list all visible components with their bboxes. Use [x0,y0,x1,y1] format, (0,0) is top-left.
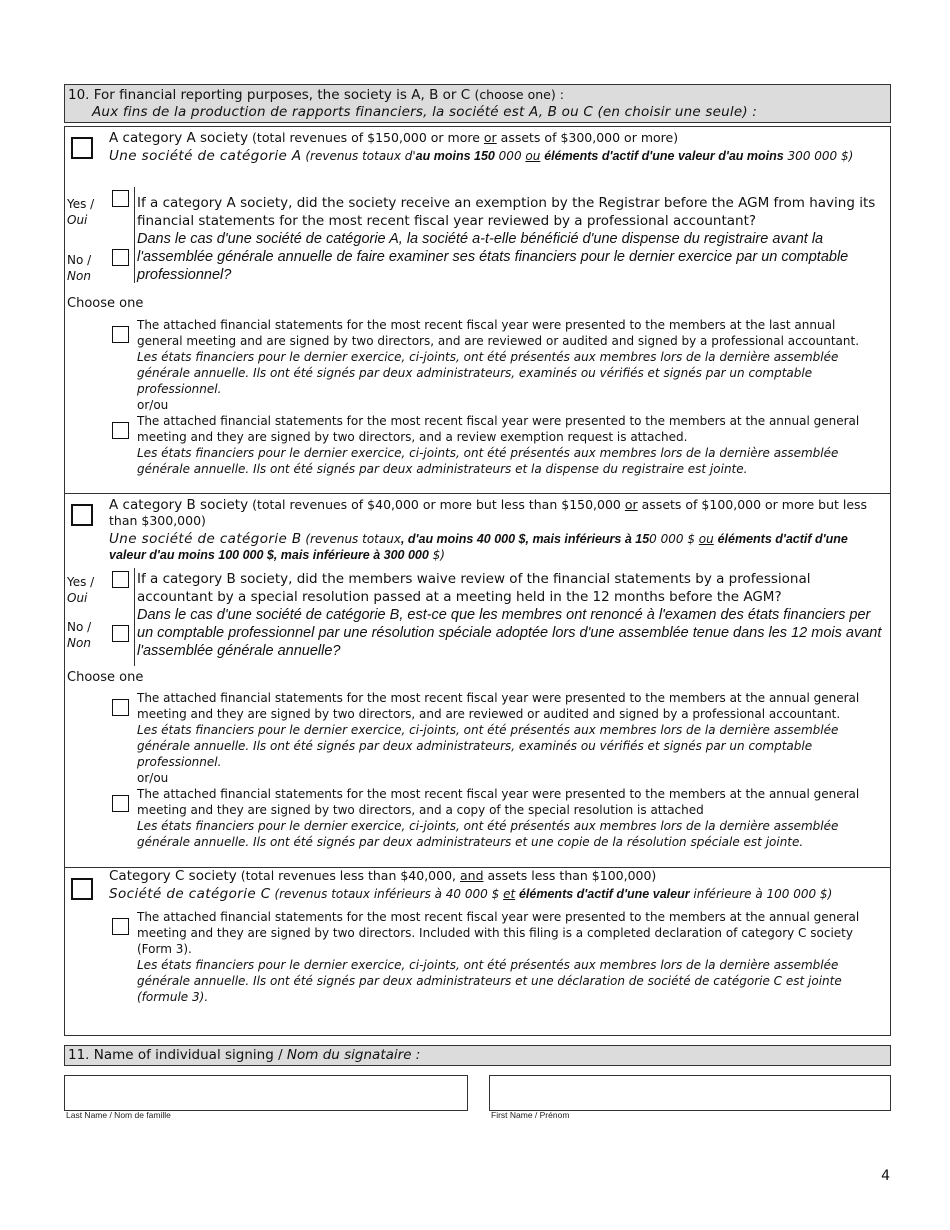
section-11-title: 11. Name of individual signing / Nom du signataire : [68,1047,421,1063]
category-a-yes-label: Yes / Oui [67,197,95,227]
page-number: 4 [881,1168,890,1184]
category-a-option-1-fr: Les états financiers pour le dernier exercice, ci-joints, ont été présentés aux membres lors de la dernière assemblée générale annuelle. Ils ont été signés par deux administrateurs, examinés ou vérifiés et signés par un comptable professionnel. [137,350,839,396]
category-b-section [65,493,890,867]
last-name-input[interactable] [64,1075,468,1111]
category-a-option-2 [137,413,884,477]
category-a-no-checkbox[interactable] [112,249,129,266]
category-a-choose-one: Choose one [67,296,144,311]
category-c-option-1-en: The attached financial statements for the most recent fiscal year were presented to the members at the annual general meeting and they are signed by two directors. Included with this filing is a completed declaration of category C society (Form 3). [137,910,860,956]
category-a-option-2-fr: Les états financiers pour le dernier exercice, ci-joints, ont été présentés aux membres lors de la dernière assemblée générale annuelle. Ils ont été signés par deux administrateurs et la dispense du registraire est jointe. [137,446,839,476]
category-a-option-2-en: The attached financial statements for the most recent fiscal year were presented to the members at the annual general meeting and they are signed by two directors, and a review exemption request is attached. [137,414,860,444]
category-b-choose-one: Choose one [67,670,144,685]
category-c-option-1-fr: Les états financiers pour le dernier exercice, ci-joints, ont été présentés aux membres lors de la dernière assemblée générale annuelle. Ils ont été signés par deux administrateurs et une déclaration de société de catégorie C est jointe (formule 3). [137,958,842,1004]
category-b-question-fr: Dans le cas d'une société de catégorie B, est-ce que les membres ont renoncé à l'examen des états financiers per un comptable professionnel par une résolution spéciale adoptée lors d'une assemblée tenue dans les 12 mois avant l'assemblée générale annuelle? [137,607,882,659]
section-10-header [64,84,891,123]
category-b-option-1-fr: Les états financiers pour le dernier exercice, ci-joints, ont été présentés aux membres lors de la dernière assemblée générale annuelle. Ils ont été signés par deux administrateurs, examinés ou vérifiés et signés par un comptable professionnel. [137,723,839,769]
section-10-title-fr: Aux fins de la production de rapports financiers, la société est A, B ou C (en choisir une seule) : [92,104,758,120]
category-b-option-2-checkbox[interactable] [112,795,129,812]
divider [134,568,135,666]
category-b-yes-label: Yes / Oui [67,575,95,605]
category-b-yes-checkbox[interactable] [112,571,129,588]
category-b-option-1-checkbox[interactable] [112,699,129,716]
category-b-option-2 [137,786,884,850]
category-b-title-en: A category B society (total revenues of $40,000 or more but less than $150,000 or assets of $100,000 or more but less than $300,000) [109,497,868,528]
category-a-option-1-checkbox[interactable] [112,326,129,343]
category-b-question [137,570,884,660]
category-b-title-fr: Une société de catégorie B (revenus totaux, d'au moins 40 000 $, mais inférieurs à 150 000 $ ou éléments d'actif d'une valeur d'au moins 100 000 $, mais inférieure à 300 000 $) [109,531,848,562]
category-a-option-1-en: The attached financial statements for the most recent fiscal year were presented to the members at the last annual general meeting and are signed by two directors, and are reviewed or audited and signed by a professional accountant. [137,318,860,348]
category-a-no-label: No / Non [67,253,92,283]
section-10-title-en: 10. For financial reporting purposes, the society is A, B or C (choose one) : [68,87,564,103]
category-b-no-label: No / Non [67,620,92,650]
first-name-label: First Name / Prénom [491,1110,570,1120]
category-b-checkbox[interactable] [71,504,93,526]
category-b-no-checkbox[interactable] [112,625,129,642]
category-b-option-1-en: The attached financial statements for the most recent fiscal year were presented to the members at the annual general meeting and they are signed by two directors, and are reviewed or audited and signed by a professional accountant. [137,691,860,721]
category-b-question-en: If a category B society, did the members waive review of the financial statements by a professional accountant by a special resolution passed at a meeting held in the 12 months before the AGM? [137,571,811,605]
category-c-title-fr: Société de catégorie C (revenus totaux inférieurs à 40 000 $ et éléments d'actif d'une valeur inférieure à 100 000 $) [109,886,833,902]
last-name-label: Last Name / Nom de famille [66,1110,171,1120]
category-a-option-1 [137,317,884,413]
category-b-option-1 [137,690,884,786]
category-a-section [65,127,890,493]
category-b-option-2-en: The attached financial statements for the most recent fiscal year were presented to the members at the annual general meeting and they are signed by two directors, and a copy of the special resolution is attached [137,787,860,817]
divider [134,187,135,283]
financial-category-panel [64,126,891,1036]
category-b-or-ou: or/ou [137,771,169,785]
category-c-section [65,867,890,1035]
category-a-yes-checkbox[interactable] [112,190,129,207]
section-11-header [64,1045,891,1066]
category-a-checkbox[interactable] [71,137,93,159]
category-a-option-2-checkbox[interactable] [112,422,129,439]
category-c-option-1-checkbox[interactable] [112,918,129,935]
category-a-question-en: If a category A society, did the society receive an exemption by the Registrar before the AGM from having its financial statements for the most recent fiscal year reviewed by a professional accountant? [137,195,876,229]
category-a-or-ou: or/ou [137,398,169,412]
category-c-title-en: Category C society (total revenues less than $40,000, and assets less than $100,000) [109,868,657,884]
category-c-option-1 [137,909,884,1005]
first-name-input[interactable] [489,1075,891,1111]
category-c-checkbox[interactable] [71,878,93,900]
category-b-option-2-fr: Les états financiers pour le dernier exercice, ci-joints, ont été présentés aux membres lors de la dernière assemblée générale annuelle. Ils ont été signés par deux administrateurs et une copie de la résolution spéciale est jointe. [137,819,839,849]
category-a-question [137,194,884,284]
category-a-question-fr: Dans le cas d'une société de catégorie A, la société a-t-elle bénéficié d'une dispense du registraire avant la l'assemblée générale annuelle de faire examiner ses états financiers pour le dernier exercice par un comptable professionnel? [137,231,849,283]
category-a-title-en: A category A society (total revenues of $150,000 or more or assets of $300,000 or more) [109,130,679,146]
category-a-title-fr: Une société de catégorie A (revenus totaux d'au moins 150 000 ou éléments d'actif d'une valeur d'au moins 300 000 $) [109,148,854,164]
